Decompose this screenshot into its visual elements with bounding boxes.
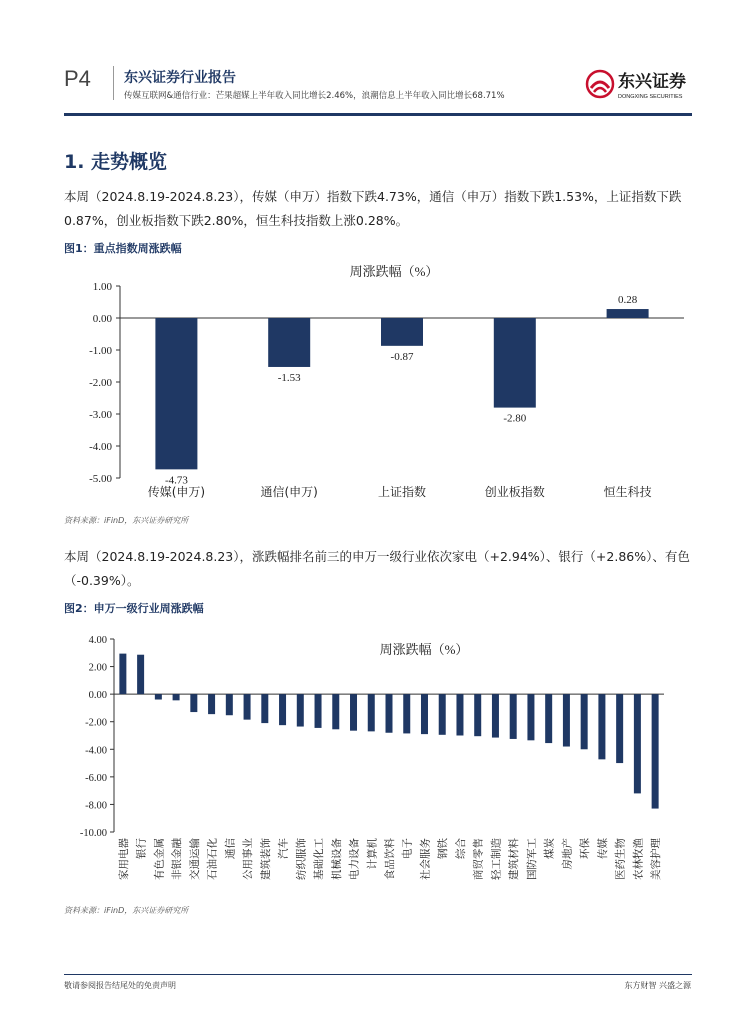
chart-1-category-label: 传媒(申万): [147, 485, 206, 499]
logo-mark-icon: [584, 68, 696, 104]
chart-2-category-label: 商贸零售: [472, 838, 485, 880]
chart-2-category-label: 传媒: [596, 838, 609, 859]
chart-2-category-label: 计算机: [366, 838, 379, 870]
chart-2-bar: [226, 694, 233, 715]
chart-1-category-label: 上证指数: [377, 485, 427, 499]
chart-2-bar: [155, 694, 162, 699]
header-separator: [113, 66, 114, 100]
page-number: P4: [64, 66, 91, 91]
chart-2-bar: [137, 655, 144, 694]
chart-2-bar: [119, 654, 126, 695]
chart-2-category-label: 电子: [401, 838, 414, 859]
chart-2-category-label: 非银金融: [171, 838, 184, 880]
chart-2-title: 周涨跌幅（%）: [379, 642, 469, 657]
section-title: 1. 走势概览: [64, 151, 168, 173]
chart-2-category-label: 有色金属: [153, 838, 166, 880]
chart-2-category-label: 家用电器: [117, 838, 130, 880]
chart-1-category-label: 创业板指数: [484, 485, 545, 499]
chart-2-bar: [350, 694, 357, 731]
chart-2-bar: [244, 694, 251, 720]
chart-1-y-tick-label: -2.00: [89, 377, 112, 389]
chart-2-bar: [616, 694, 623, 763]
chart-1-bar: [381, 318, 423, 346]
chart-1-y-tick-label: -4.00: [89, 441, 112, 453]
chart-2-y-tick-label: -8.00: [85, 800, 107, 812]
chart-1-category-label: 恒生科技: [603, 485, 652, 499]
chart-2-bar: [261, 694, 268, 723]
chart-2-category-label: 机械设备: [330, 838, 343, 880]
chart-index-weekly-change: [64, 256, 692, 506]
chart-2-bar: [598, 694, 605, 759]
chart-1-bar: [494, 318, 536, 408]
chart-1-y-tick-label: -3.00: [89, 409, 112, 421]
chart-2-bar: [315, 694, 322, 728]
figure-1-caption: 图1：重点指数周涨跌幅: [64, 242, 182, 255]
chart-2-category-label: 综合: [454, 838, 467, 859]
figure-1-source: 资料来源：iFinD，东兴证券研究所: [64, 516, 189, 525]
report-title: 东兴证券行业报告: [124, 70, 236, 86]
chart-2-bar: [190, 694, 197, 712]
chart-2-category-label: 电力设备: [348, 838, 361, 880]
chart-2-y-tick-label: 2.00: [88, 662, 107, 674]
chart-2-category-label: 纺织服饰: [295, 838, 308, 880]
report-subtitle: 传媒互联网&通信行业：芒果超媒上半年收入同比增长2.46%，浪潮信息上半年收入同比增长68.71%: [124, 91, 505, 101]
chart-2-bar: [332, 694, 339, 729]
chart-2-category-label: 轻工制造: [490, 838, 503, 880]
chart-2-y-tick-label: -6.00: [85, 772, 107, 784]
chart-2-bar: [634, 694, 641, 793]
chart-2-category-label: 通信: [224, 838, 237, 859]
chart-1-bar: [607, 309, 649, 318]
figure-2-caption: 图2：申万一级行业周涨跌幅: [64, 602, 204, 615]
chart-2-category-label: 汽车: [277, 838, 290, 859]
chart-1-category-label: 通信(申万): [260, 485, 318, 499]
chart-2-bar: [279, 694, 286, 725]
chart-2-bar: [652, 694, 659, 808]
chart-2-category-label: 建筑材料: [508, 838, 521, 880]
chart-2-bar: [403, 694, 410, 733]
chart-2-category-label: 煤炭: [543, 838, 556, 859]
chart-2-bar: [439, 694, 446, 735]
logo-subtext: DONGXING SECURITIES: [618, 94, 683, 100]
chart-2-category-label: 交通运输: [188, 838, 201, 880]
paragraph-2: 本周（2024.8.19-2024.8.23），涨跌幅排名前三的申万一级行业依次家电（+2.94%）、银行（+2.86%）、有色（-0.39%）。: [64, 549, 690, 588]
chart-2-bar: [474, 694, 481, 736]
footer-slogan: 东方财智 兴盛之源: [624, 981, 691, 990]
paragraph-1: 本周（2024.8.19-2024.8.23），传媒（申万）指数下跌4.73%，通信（申万）指数下跌1.53%，上证指数下跌0.87%，创业板指数下跌2.80%，恒生科技指数上涨0.28%。: [64, 189, 682, 228]
chart-2-category-label: 农林牧渔: [632, 838, 645, 880]
chart-2-bar: [421, 694, 428, 734]
chart-2-category-label: 医药生物: [614, 838, 627, 880]
chart-1-y-tick-label: -1.00: [89, 345, 112, 357]
chart-2-category-label: 建筑装饰: [259, 838, 272, 880]
chart-2-category-label: 钢铁: [437, 838, 450, 859]
chart-2-bar: [563, 694, 570, 746]
chart-2-category-label: 社会服务: [419, 838, 432, 880]
chart-1-bar: [155, 318, 197, 469]
chart-2-category-label: 环保: [579, 838, 592, 859]
footer-rule: [64, 974, 692, 975]
chart-2-category-label: 公用事业: [242, 838, 255, 880]
chart-2-bar: [510, 694, 517, 739]
chart-2-y-tick-label: -2.00: [85, 717, 107, 729]
chart-2-category-label: 美容护理: [650, 838, 663, 880]
chart-1-data-label: -4.73: [164, 474, 188, 487]
chart-2-bar: [581, 694, 588, 749]
company-logo: [584, 68, 696, 104]
chart-2-bar: [545, 694, 552, 743]
chart-2-category-label: 基础化工: [313, 838, 326, 880]
chart-1-y-tick-label: 1.00: [92, 281, 112, 293]
chart-2-y-tick-label: -4.00: [85, 745, 107, 757]
header-rule: [64, 113, 692, 116]
logo-text: 东兴证券: [618, 72, 686, 92]
chart-1-data-label: -0.87: [390, 350, 414, 363]
chart-2-bar: [208, 694, 215, 714]
chart-2-bar: [368, 694, 375, 731]
chart-2-bar: [456, 694, 463, 735]
chart-1-data-label: -1.53: [277, 371, 301, 384]
chart-2-category-label: 国防军工: [525, 838, 538, 880]
figure-2-source: 资料来源：iFinD，东兴证券研究所: [64, 906, 189, 915]
chart-1-data-label: 0.28: [617, 294, 638, 307]
chart-1-y-tick-label: 0.00: [92, 313, 112, 325]
chart-2-bar: [297, 694, 304, 726]
chart-1-bar: [268, 318, 310, 367]
chart-2-category-label: 银行: [135, 838, 148, 859]
chart-1-data-label: -2.80: [503, 412, 527, 425]
chart-2-category-label: 食品饮料: [384, 838, 396, 880]
chart-2-category-label: 石油石化: [206, 838, 219, 880]
chart-2-y-tick-label: 4.00: [88, 635, 107, 646]
chart-2-category-label: 房地产: [561, 838, 574, 870]
chart-2-bar: [492, 694, 499, 737]
chart-2-bar: [527, 694, 534, 740]
chart-1-y-tick-label: -5.00: [89, 473, 112, 485]
chart-industry-weekly-change: [64, 624, 692, 894]
chart-1-title: 周涨跌幅（%）: [349, 264, 439, 279]
footer-disclaimer: 敬请参阅报告结尾处的免责声明: [64, 981, 176, 990]
chart-2-y-tick-label: -10.00: [79, 828, 107, 839]
chart-2-y-tick-label: 0.00: [88, 690, 107, 702]
chart-2-bar: [386, 694, 393, 733]
chart-2-bar: [173, 694, 180, 700]
